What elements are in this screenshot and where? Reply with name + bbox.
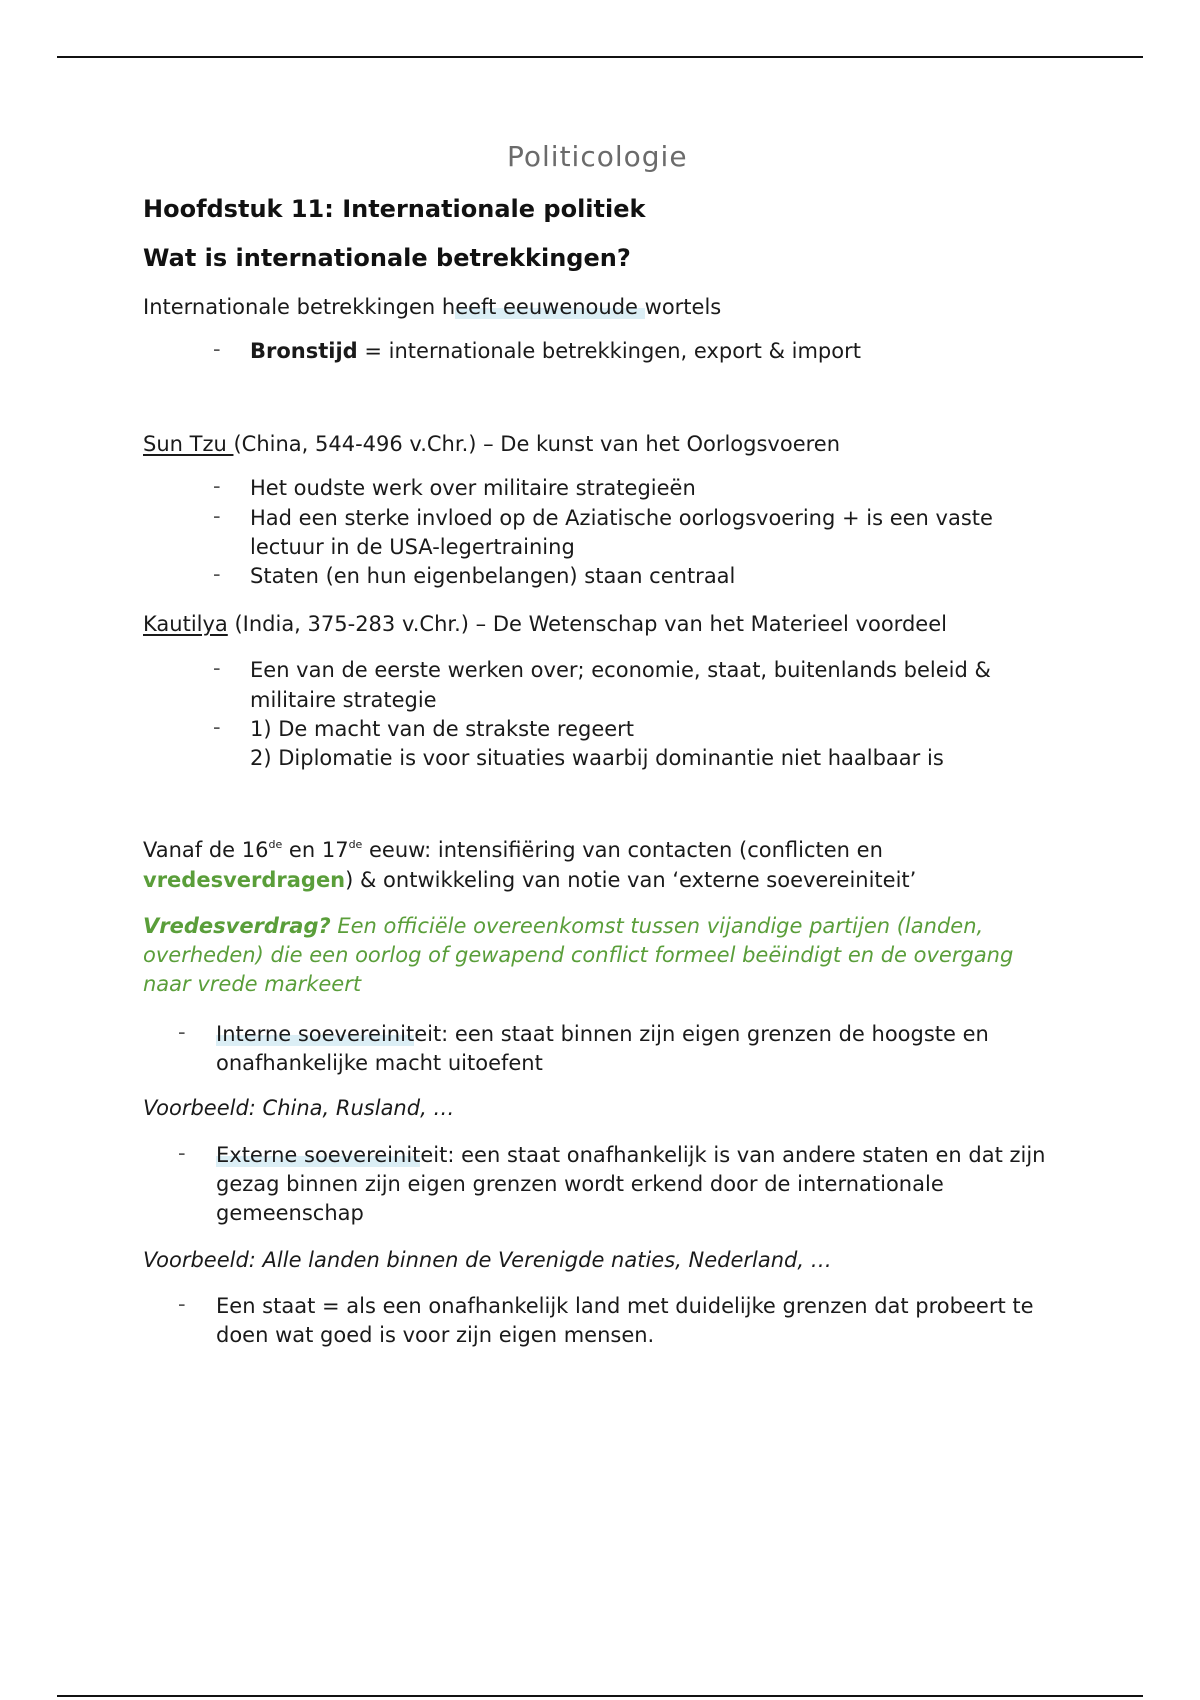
document-title: Politicologie <box>507 140 688 173</box>
vanaf-text: eeuw: intensifiëring van contacten (conflicten en <box>362 838 883 862</box>
internal-definition: eit: een staat binnen zijn eigen grenzen de hoogste en onafhankelijke macht uitoefent <box>216 1022 989 1075</box>
bullet-dash: - <box>178 1141 186 1165</box>
internal-highlight: Interne soevereinit <box>216 1022 415 1046</box>
footer-rule <box>57 1695 1143 1697</box>
ordinal-sup: de <box>268 838 283 851</box>
ordinal-sup: de <box>348 838 363 851</box>
state-definition-bullet: Een staat = als een onafhankelijk land met duidelijke grenzen dat probeert te doen wat goed is voor zijn eigen mensen. <box>216 1294 1034 1347</box>
bullet-dash: - <box>213 504 221 528</box>
internal-sovereignty-bullet <box>216 1020 1046 1078</box>
bullet-dash: - <box>178 1020 186 1044</box>
internal-example: Voorbeeld: China, Rusland, … <box>143 1096 455 1120</box>
external-sovereignty-bullet <box>216 1141 1056 1228</box>
external-definition: eit: een staat onafhankelijk is van andere staten en dat zijn gezag binnen zijn eigen grenzen wordt erkend door de internationale gemeenschap <box>216 1143 1046 1225</box>
kautilya-name: Kautilya <box>143 612 228 636</box>
definition-term: Vredesverdrag? <box>143 914 331 938</box>
sun-tzu-name: Sun Tzu <box>143 432 234 456</box>
vredesverdrag-definition <box>143 912 1043 999</box>
vanaf-text: ) & ontwikkeling van notie van ‘externe soevereiniteit’ <box>345 868 917 892</box>
intro-text-end: wortels <box>644 295 722 319</box>
bronze-definition: = internationale betrekkingen, export & import <box>357 339 861 363</box>
bullet-dash: - <box>178 1292 186 1316</box>
vredesverdragen-term: vredesverdragen <box>143 868 346 892</box>
bullet-dash: - <box>213 715 221 739</box>
vanaf-text: Vanaf de 16 <box>143 838 269 862</box>
kautilya-bullet-1: Een van de eerste werken over; economie, staat, buitenlands beleid & <box>250 658 991 682</box>
intro-text-start: Internationale betrekkingen h <box>143 295 456 319</box>
bronze-term: Bronstijd <box>250 339 358 363</box>
definition-text: Een officiële overeenkomst tussen vijandige partijen (landen, overheden) die een oorlog of gewapend conflict formeel beëindigt en de overgang naar vrede markeert <box>143 914 1014 996</box>
bullet-dash: - <box>213 562 221 586</box>
intro-highlight: eeft eeuwenoude <box>455 295 645 319</box>
vanaf-line-1 <box>143 836 883 865</box>
header-rule <box>57 56 1143 58</box>
sun-tzu-work: (China, 544-496 v.Chr.) – De kunst van het Oorlogsvoeren <box>233 432 841 456</box>
sun-tzu-bullet-3: Staten (en hun eigenbelangen) staan centraal <box>250 564 736 588</box>
kautilya-bullet-2-cont: 2) Diplomatie is voor situaties waarbij dominantie niet haalbaar is <box>250 746 944 770</box>
sun-tzu-bullet-1: Het oudste werk over militaire strategieën <box>250 476 696 500</box>
bullet-dash: - <box>213 656 221 680</box>
kautilya-work: (India, 375-283 v.Chr.) – De Wetenschap van het Materieel voordeel <box>227 612 947 636</box>
external-highlight: Externe soevereinit <box>216 1143 421 1167</box>
vanaf-line-2 <box>143 866 916 895</box>
section-heading: Wat is internationale betrekkingen? <box>143 244 631 272</box>
sun-tzu-bullet-2-cont: lectuur in de USA-legertraining <box>250 535 575 559</box>
intro-paragraph <box>143 293 721 322</box>
chapter-heading: Hoofdstuk 11: Internationale politiek <box>143 195 646 223</box>
bullet-dash: - <box>213 337 221 361</box>
vanaf-text: en 17 <box>282 838 349 862</box>
sun-tzu-bullet-2: Had een sterke invloed op de Aziatische oorlogsvoering + is een vaste <box>250 506 993 530</box>
external-example: Voorbeeld: Alle landen binnen de Verenigde naties, Nederland, … <box>143 1248 832 1272</box>
sun-tzu-line <box>143 430 840 459</box>
kautilya-bullet-1-cont: militaire strategie <box>250 688 437 712</box>
kautilya-line <box>143 610 947 639</box>
bullet-dash: - <box>213 474 221 498</box>
kautilya-bullet-2: 1) De macht van de strakste regeert <box>250 717 635 741</box>
bronze-age-bullet <box>250 337 861 366</box>
